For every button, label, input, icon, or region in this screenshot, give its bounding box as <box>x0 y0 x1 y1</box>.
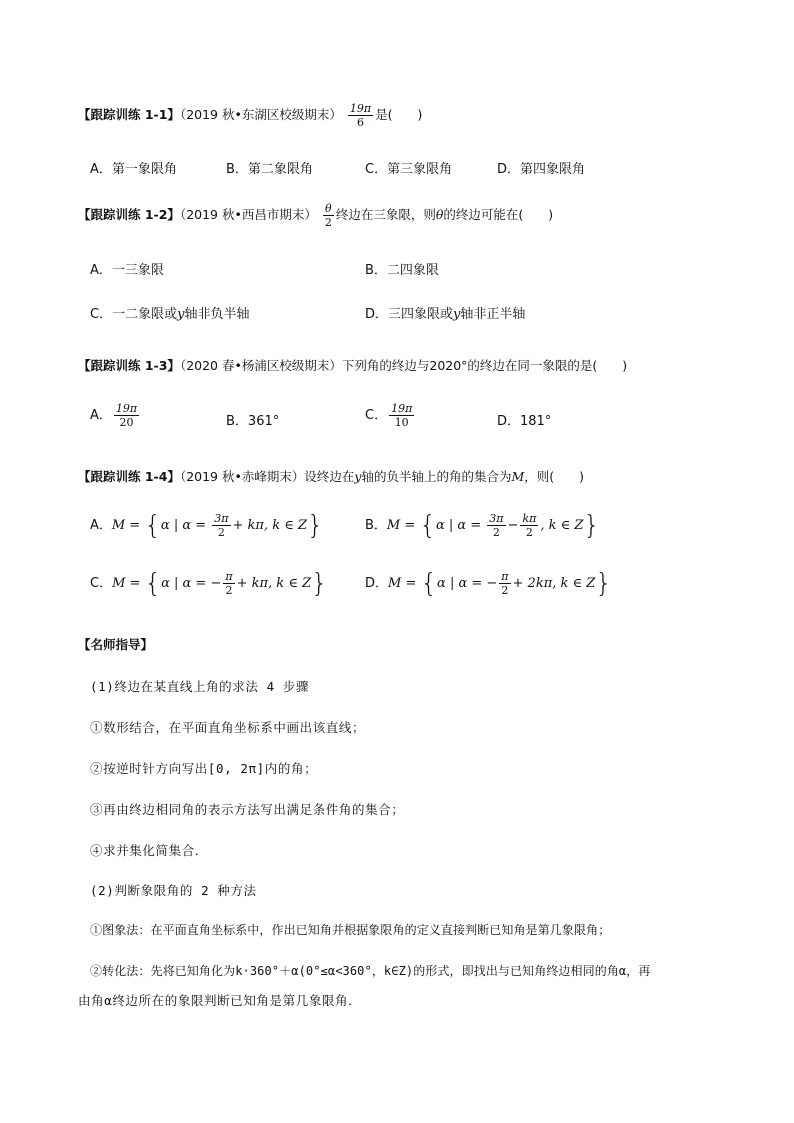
set-alpha: α | α = <box>435 518 486 533</box>
option-a[interactable]: A．一三象限 <box>90 263 164 278</box>
option-label: C． <box>365 408 388 423</box>
fraction-denominator: 6 <box>356 116 364 129</box>
set-alpha: α | α = <box>437 576 487 591</box>
fraction <box>487 512 505 539</box>
left-brace: { <box>144 568 162 599</box>
left-brace: { <box>420 568 438 599</box>
fraction-denominator: 10 <box>394 416 409 429</box>
m-variable: M <box>511 469 525 484</box>
fraction <box>520 512 538 539</box>
fraction-numerator: 19π <box>391 402 413 415</box>
option-label: A． <box>90 518 112 533</box>
fraction-numerator: θ <box>323 202 334 216</box>
fraction-numerator: π <box>501 570 509 583</box>
option-b[interactable] <box>365 512 600 539</box>
set-tail: + 2kπ, k ∈ Z <box>512 576 596 591</box>
option-a[interactable] <box>90 402 141 429</box>
fraction-numerator: 19π <box>115 402 138 415</box>
fraction-numerator: 3π <box>214 512 229 525</box>
fraction-denominator: 2 <box>501 584 509 597</box>
question-text: 下列角的终边与2020°的终边在同一象限的是( ) <box>341 358 628 373</box>
left-brace: { <box>144 510 161 541</box>
fraction <box>223 570 234 597</box>
fraction-numerator: kπ <box>522 512 537 525</box>
guide-title: 【名师指导】 <box>78 637 154 652</box>
fraction <box>212 512 230 539</box>
question-1-1 <box>78 102 422 129</box>
set-tail: + kπ, k ∈ Z <box>232 518 308 533</box>
right-brace: } <box>595 568 612 599</box>
option-label: B． <box>365 518 387 533</box>
fraction-denominator: 2 <box>492 526 500 539</box>
fraction <box>389 402 414 429</box>
guide-line: ②转化法：先将已知角化为k·360°＋α(0°≤α<360°，k∈Z)的形式，即找出与已知角终边相同的角α，再 <box>90 964 651 978</box>
right-brace: } <box>311 568 328 599</box>
set-lhs: M = <box>112 576 145 591</box>
option-b[interactable]: B．361° <box>226 414 280 429</box>
minus-sign: − <box>486 576 498 591</box>
option-label: A． <box>90 408 112 423</box>
minus-sign: − <box>210 576 222 591</box>
question-tag: 【跟踪训练 1-2】 <box>78 207 180 222</box>
guide-line: (2)判断象限角的 2 种方法 <box>90 883 257 898</box>
fraction <box>499 570 510 597</box>
fraction-denominator: 2 <box>525 526 533 539</box>
option-c[interactable] <box>90 303 249 322</box>
fraction-numerator: 3π <box>489 512 504 525</box>
guide-line: ①图象法：在平面直角坐标系中，作出已知角并根据象限角的定义直接判断已知角是第几象限角； <box>90 923 611 937</box>
y-variable: y <box>453 307 461 322</box>
option-b[interactable]: B．二四象限 <box>365 263 439 278</box>
question-source: （2019 秋•东湖区校级期末） <box>179 107 342 122</box>
right-brace: } <box>583 510 600 541</box>
option-c[interactable] <box>90 570 328 597</box>
option-d[interactable]: D．第四象限角 <box>497 162 586 177</box>
guide-line: ③再由终边相同角的表示方法写出满足条件角的集合； <box>90 802 405 817</box>
set-alpha: α | α = <box>161 576 211 591</box>
option-a[interactable]: A．第一象限角 <box>90 162 177 177</box>
guide-line: 由角α终边所在的象限判断已知角是第几象限角． <box>78 993 362 1008</box>
fraction-numerator: π <box>225 570 233 583</box>
theta-symbol: θ <box>435 207 444 222</box>
guide-line: ④求并集化简集合． <box>90 843 208 858</box>
fraction-denominator: 2 <box>324 216 332 229</box>
option-text: D．三四象限或 <box>365 307 454 322</box>
set-tail: + kπ, k ∈ Z <box>236 576 312 591</box>
option-c[interactable] <box>365 402 416 429</box>
question-1-4 <box>78 467 584 485</box>
set-alpha: α | α = <box>160 518 211 533</box>
question-source: （2020 春•杨浦区校级期末） <box>179 358 342 373</box>
question-1-3 <box>78 356 627 374</box>
set-tail: , k ∈ Z <box>540 518 584 533</box>
option-a[interactable] <box>90 512 324 539</box>
right-brace: } <box>307 510 324 541</box>
option-label: C． <box>90 576 113 591</box>
guide-line: ②按逆时针方向写出[0, 2π]内的角； <box>90 761 318 776</box>
question-text: ，则( ) <box>524 469 585 484</box>
option-label: D． <box>365 576 389 591</box>
fraction-denominator: 20 <box>119 416 134 429</box>
question-text: 设终边在 <box>304 469 355 484</box>
fraction-numerator: 19π <box>349 102 372 115</box>
question-1-2 <box>78 202 553 229</box>
option-d[interactable]: D．181° <box>497 414 552 429</box>
question-tail: 的终边可能在( ) <box>443 207 554 222</box>
option-d[interactable] <box>365 570 612 597</box>
guide-line: (1)终边在某直线上角的求法 4 步骤 <box>90 679 310 694</box>
fraction <box>348 102 373 129</box>
minus-sign: − <box>507 518 519 533</box>
question-tag: 【跟踪训练 1-1】 <box>78 107 180 122</box>
option-tail: 轴非正半轴 <box>460 307 526 322</box>
y-variable: y <box>177 307 185 322</box>
question-tail: 是( ) <box>375 107 423 122</box>
guide-line: ①数形结合，在平面直角坐标系中画出该直线； <box>90 720 366 735</box>
set-lhs: M = <box>111 518 145 533</box>
fraction <box>323 202 334 229</box>
fraction-denominator: 2 <box>217 526 225 539</box>
question-source: （2019 秋•西昌市期末） <box>179 207 317 222</box>
option-tail: 轴非负半轴 <box>184 307 250 322</box>
option-text: C．一二象限或 <box>90 307 178 322</box>
set-lhs: M = <box>388 576 421 591</box>
option-d[interactable] <box>365 303 525 322</box>
question-tag: 【跟踪训练 1-3】 <box>78 358 180 373</box>
fraction <box>114 402 139 429</box>
question-text: 轴的负半轴上的角的集合为 <box>361 469 512 484</box>
option-c[interactable]: C．第三象限角 <box>365 162 453 177</box>
option-b[interactable]: B．第二象限角 <box>226 162 313 177</box>
fraction-denominator: 2 <box>225 584 233 597</box>
question-mid: 终边在三象限，则 <box>335 207 436 222</box>
left-brace: { <box>419 510 436 541</box>
y-variable: y <box>354 469 362 484</box>
question-tag: 【跟踪训练 1-4】 <box>78 469 180 484</box>
question-source: （2019 秋•赤峰期末） <box>179 469 305 484</box>
set-lhs: M = <box>386 518 420 533</box>
